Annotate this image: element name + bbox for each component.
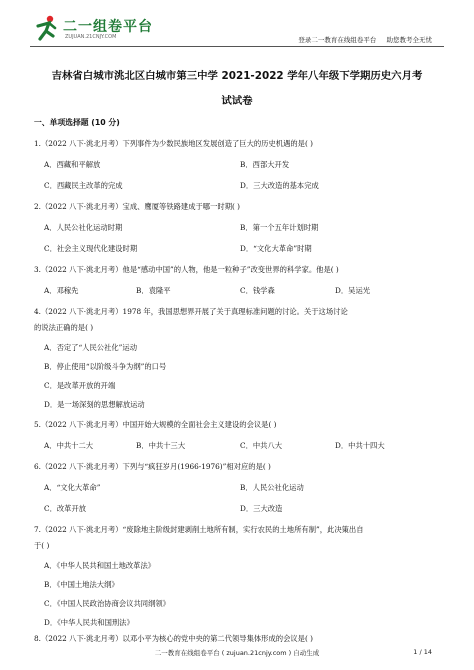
- q3-option-b: B．袁隆平: [136, 286, 171, 295]
- q6-option-c: C．改革开放: [44, 504, 87, 513]
- q5-option-a: A．中共十二大: [44, 441, 94, 450]
- q4-option-c: C．是改革开放的开端: [44, 381, 116, 390]
- question-8: 8.（2022 八下·洮北月考）以邓小平为核心的党中央的第二代领导集体形成的会议是( ): [34, 634, 313, 643]
- q3-option-a: A．邓稼先: [44, 286, 79, 295]
- logo-subtext: ZUJUAN.21CNJY.COM: [65, 34, 117, 40]
- q4-option-b: B．停止使用“以阶级斗争为纲”的口号: [44, 362, 167, 371]
- question-6: 6.（2022 八下·洮北月考）下列与“疯狂岁月(1966-1976)”相对应的是( ): [34, 462, 271, 471]
- q6-option-b: B．人民公社化运动: [240, 483, 304, 492]
- page-header: [0, 0, 474, 52]
- q3-option-c: C．钱学森: [240, 286, 275, 295]
- footer-credit[interactable]: 二一教育在线组卷平台 ( zujuan.21cnjy.com ) 自动生成: [154, 649, 320, 657]
- logo-text: 二一组卷平台: [63, 19, 153, 35]
- section-heading: 一、单项选择题 (10 分): [34, 118, 120, 127]
- question-4: 4.（2022 八下·洮北月考）1978 年，我国思想界开展了关于真理标准问题的讨论。关于这场讨论: [34, 307, 348, 316]
- document-title-line2: 试试卷: [221, 95, 253, 107]
- question-7-continued: 于( ): [34, 541, 50, 550]
- q5-option-c: C．中共八大: [240, 441, 283, 450]
- q7-option-a: A．《中华人民共和国土地改革法》: [44, 561, 156, 570]
- question-1: 1.（2022 八下·洮北月考）下列事件为少数民族地区发展创造了巨大的历史机遇的是( ): [34, 139, 313, 148]
- q1-option-c: C．西藏民主改革的完成: [44, 181, 123, 190]
- q2-option-a: A．人民公社化运动时期: [44, 223, 123, 232]
- runner-logo-icon: [32, 14, 62, 44]
- q6-option-a: A．“文化大革命”: [44, 483, 101, 492]
- q1-option-a: A．西藏和平解放: [44, 160, 101, 169]
- q6-option-d: D．三大改造: [240, 504, 283, 513]
- question-7: 7.（2022 八下·洮北月考）“废除地主阶级封建剥削土地所有制，实行农民的土地所有制”，此决策出自: [34, 525, 364, 534]
- question-3: 3.（2022 八下·洮北月考）他是“感动中国”的人物，他是一粒种子”改变世界的科学家。他是( ): [34, 265, 339, 274]
- header-links: [298, 35, 432, 44]
- q2-option-c: C．社会主义现代化建设时期: [44, 244, 138, 253]
- question-2: 2.（2022 八下·洮北月考）宝成、鹰厦等铁路建成于哪一时期( ): [34, 202, 241, 211]
- header-divider: [30, 46, 444, 47]
- q1-option-b: B．西部大开发: [240, 160, 290, 169]
- q5-option-d: D．中共十四大: [335, 441, 385, 450]
- slogan-link[interactable]: 助您教考全无忧: [386, 36, 432, 44]
- q7-option-c: C．《中国人民政治协商会议共同纲领》: [44, 599, 170, 608]
- q3-option-d: D．吴运光: [335, 286, 371, 295]
- q5-option-b: B．中共十三大: [136, 441, 186, 450]
- logo[interactable]: [32, 14, 152, 44]
- q4-option-d: D．是一场深刻的思想解放运动: [44, 400, 145, 409]
- q1-option-d: D．三大改造的基本完成: [240, 181, 319, 190]
- question-5: 5.（2022 八下·洮北月考）中国开始大规模的全面社会主义建设的会议是( ): [34, 420, 277, 429]
- q2-option-b: B．第一个五年计划时期: [240, 223, 319, 232]
- q7-option-b: B．《中国土地法大纲》: [44, 580, 119, 589]
- q4-option-a: A．否定了“人民公社化”运动: [44, 343, 137, 352]
- q2-option-d: D．“文化大革命”时期: [240, 244, 312, 253]
- q7-option-d: D．《中华人民共和国刑法》: [44, 618, 134, 627]
- question-4-continued: 的说法正确的是( ): [34, 323, 94, 332]
- login-link[interactable]: 登录二一教育在线组卷平台: [298, 36, 377, 44]
- document-title-line1: 吉林省白城市洮北区白城市第三中学 2021-2022 学年八年级下学期历史六月考: [51, 70, 423, 82]
- page-number: 1 / 14: [413, 648, 432, 656]
